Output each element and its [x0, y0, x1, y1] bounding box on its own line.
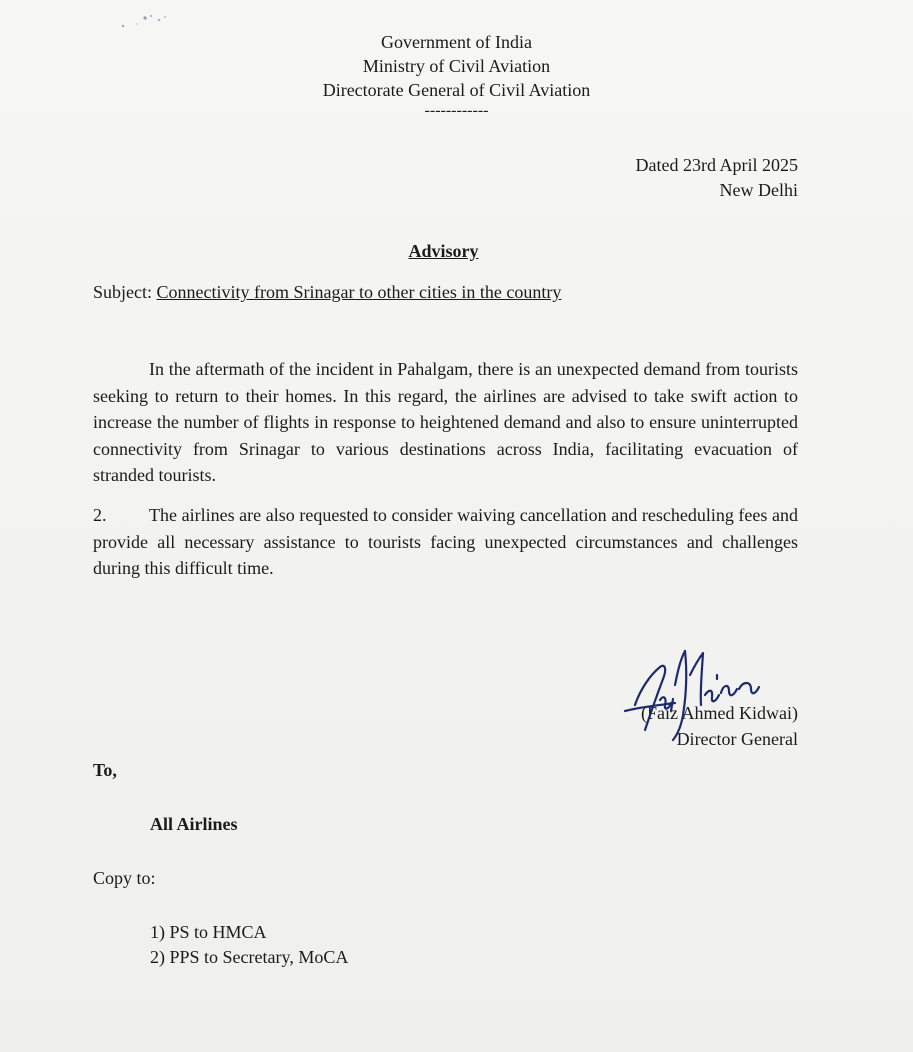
header-separator: ------------: [424, 102, 489, 119]
header-directorate: Directorate General of Civil Aviation: [322, 80, 591, 100]
document-title: Advisory: [408, 241, 479, 261]
subject-line: [93, 282, 561, 303]
addressee: All Airlines: [150, 814, 238, 834]
letterhead: [0, 30, 913, 120]
to-label: To,: [93, 760, 117, 780]
copy-to-label: Copy to:: [93, 868, 156, 888]
paragraph-2-text: The airlines are also requested to consider waiving cancellation and rescheduling fees and provide all necessary assistance to tourists facing unexpected circumstances and challenges during this difficult time.: [93, 505, 798, 578]
header-government: Government of India: [381, 32, 532, 52]
paragraph-2-number: 2.: [93, 505, 107, 525]
handwritten-signature: [605, 645, 795, 745]
paragraph-2: [93, 502, 798, 582]
copy-item-1: 1) PS to HMCA: [150, 922, 267, 942]
document-place: New Delhi: [719, 180, 798, 200]
subject-label: Subject:: [93, 282, 152, 302]
document-date: Dated 23rd April 2025: [635, 155, 798, 175]
date-block: [636, 153, 798, 203]
signatory-name: (Faiz Ahmed Kidwai): [641, 703, 798, 723]
header-ministry: Ministry of Civil Aviation: [362, 56, 551, 76]
copy-list: [150, 920, 348, 970]
signatory-designation: Director General: [676, 729, 798, 749]
copy-item-2: 2) PPS to Secretary, MoCA: [150, 947, 349, 967]
paragraph-1: In the aftermath of the incident in Pahalgam, there is an unexpected demand from tourists seeking to return to their homes. In this regard, the airlines are advised to take swift action to increase the number of flights in response to heightened demand and also to ensure uninterrupted connectivity from Srinagar to various destinations across India, facilitating evacuation of stranded tourists.: [93, 359, 798, 485]
subject-text: Connectivity from Srinagar to other cities in the country: [156, 282, 562, 302]
